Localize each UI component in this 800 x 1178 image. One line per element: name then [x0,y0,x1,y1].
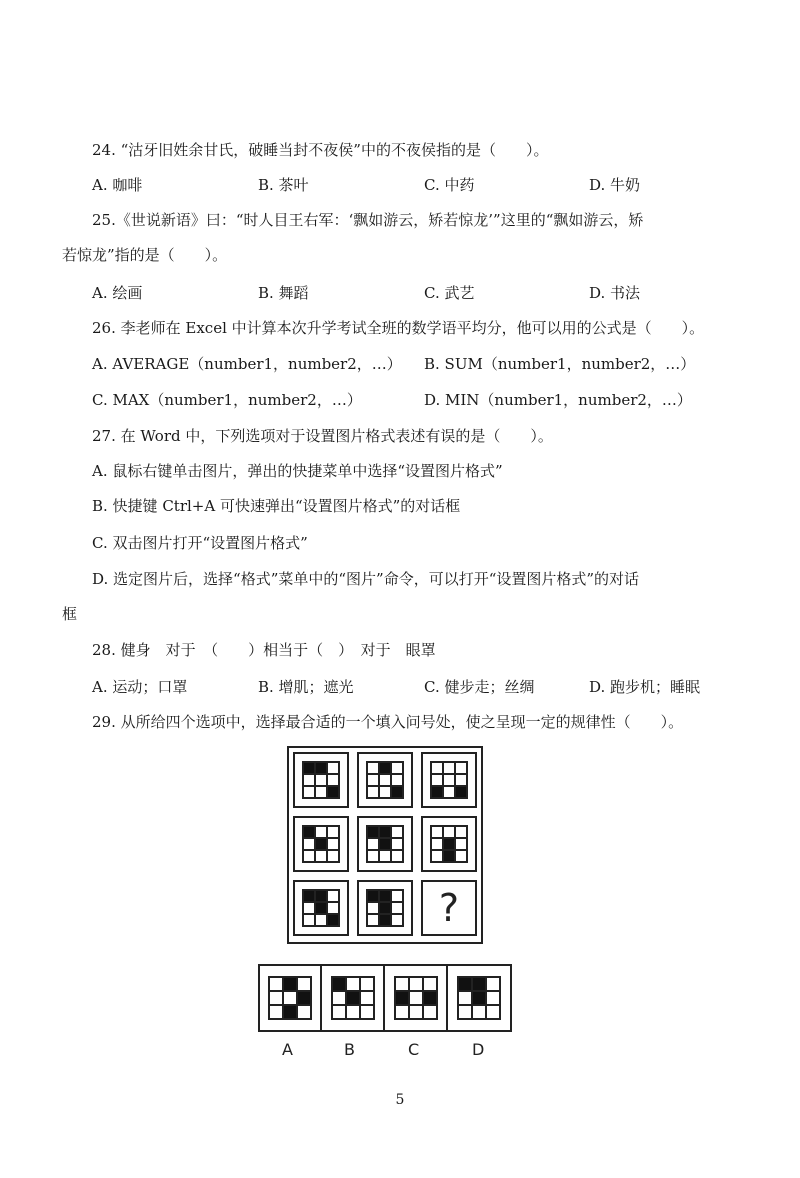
answer-grid [394,976,438,1020]
grid-square [303,902,315,914]
grid-square [409,1005,423,1019]
grid-square [455,774,467,786]
grid-square [303,914,315,926]
grid-square [269,991,283,1005]
grid-square [315,774,327,786]
answer-grid [457,976,501,1020]
grid-square [458,977,472,991]
puzzle-cell [421,816,477,872]
grid-square [455,850,467,862]
grid-square [455,762,467,774]
grid-square [327,774,339,786]
puzzle-grid [302,761,340,799]
grid-square [391,902,403,914]
grid-square [443,826,455,838]
q24-stem: 24. “沽牙旧姓余甘氏，破睡当封不夜侯”中的不夜侯指的是（ ）。 [92,141,549,159]
q26-stem: 26. 李老师在 Excel 中计算本次升学考试全班的数学语平均分，他可以用的公式是（ ）。 [92,319,705,337]
grid-square [423,991,437,1005]
grid-square [431,850,443,862]
grid-square [458,991,472,1005]
grid-square [367,838,379,850]
grid-square [443,838,455,850]
answer-grid [268,976,312,1020]
q24-option-c: C. 中药 [424,176,475,194]
grid-square [486,1005,500,1019]
grid-square [379,774,391,786]
grid-square [315,826,327,838]
grid-square [367,826,379,838]
puzzle-cell [421,752,477,808]
q27-option-d-line1: D. 选定图片后，选择“格式”菜单中的“图片”命令，可以打开“设置图片格式”的对话 [92,570,640,588]
q25-option-d: D. 书法 [589,284,641,302]
q25-option-c: C. 武艺 [424,284,475,302]
grid-square [346,1005,360,1019]
grid-square [327,762,339,774]
grid-square [443,774,455,786]
q26-option-a: A. AVERAGE（number1，number2，…） [92,355,402,373]
q28-stem: 28. 健身 对于 （ ）相当于（ ） 对于 眼罩 [92,641,436,659]
grid-square [360,977,374,991]
puzzle-cell [293,880,349,936]
q28-option-c: C. 健步走；丝绸 [424,678,535,696]
grid-square [346,991,360,1005]
grid-square [486,991,500,1005]
q25-option-a: A. 绘画 [92,284,143,302]
grid-square [315,838,327,850]
puzzle-grid [430,761,468,799]
grid-square [443,762,455,774]
puzzle-grid [302,825,340,863]
grid-square [391,838,403,850]
grid-square [367,890,379,902]
q25-stem-line1: 25.《世说新语》曰：“时人目王右军：‘飘如游云，矫若惊龙’”这里的“飘如游云，矫 [92,211,644,229]
q27-option-a: A. 鼠标右键单击图片，弹出的快捷菜单中选择“设置图片格式” [92,462,503,480]
grid-square [431,838,443,850]
option-label-b: B [344,1040,355,1059]
q24-option-b: B. 茶叶 [258,176,309,194]
q25-option-b: B. 舞蹈 [258,284,309,302]
grid-square [472,977,486,991]
q24-option-a: A. 咖啡 [92,176,143,194]
grid-square [379,850,391,862]
q29-stem: 29. 从所给四个选项中，选择最合适的一个填入问号处，使之呈现一定的规律性（ ）。 [92,713,684,731]
puzzle-cell [293,816,349,872]
option-label-d: D [472,1040,485,1059]
grid-square [327,786,339,798]
q27-option-b: B. 快捷键 Ctrl+A 可快速弹出“设置图片格式”的对话框 [92,497,461,515]
q25-stem-line2: 若惊龙”指的是（ ）。 [62,246,228,264]
grid-square [269,1005,283,1019]
grid-square [443,850,455,862]
grid-square [391,914,403,926]
grid-square [303,762,315,774]
puzzle-grid [302,889,340,927]
grid-square [327,890,339,902]
grid-square [423,977,437,991]
q28-option-a: A. 运动；口罩 [92,678,188,696]
q28-option-b: B. 增肌；遮光 [258,678,354,696]
answer-options-strip [258,964,512,1032]
grid-square [367,850,379,862]
grid-square [395,1005,409,1019]
q26-option-c: C. MAX（number1，number2，…） [92,391,362,409]
puzzle-grid [366,889,404,927]
grid-square [327,850,339,862]
answer-option-b [323,966,385,1030]
grid-square [409,977,423,991]
grid-square [327,902,339,914]
pattern-puzzle [287,746,483,944]
grid-square [283,991,297,1005]
answer-grid [331,976,375,1020]
grid-square [332,1005,346,1019]
grid-square [367,902,379,914]
grid-square [395,991,409,1005]
grid-square [315,902,327,914]
grid-square [303,890,315,902]
grid-square [379,890,391,902]
grid-square [327,826,339,838]
grid-square [367,786,379,798]
q24-option-d: D. 牛奶 [589,176,641,194]
grid-square [303,786,315,798]
grid-square [315,850,327,862]
grid-square [297,1005,311,1019]
q27-stem: 27. 在 Word 中，下列选项对于设置图片格式表述有误的是（ ）。 [92,427,553,445]
grid-square [367,914,379,926]
grid-square [346,977,360,991]
grid-square [395,977,409,991]
q28-option-d: D. 跑步机；睡眠 [589,678,701,696]
grid-square [360,1005,374,1019]
option-label-a: A [282,1040,293,1059]
option-label-c: C [408,1040,420,1059]
grid-square [391,826,403,838]
answer-option-a [260,966,322,1030]
grid-square [458,1005,472,1019]
grid-square [391,786,403,798]
grid-square [297,991,311,1005]
q26-option-d: D. MIN（number1，number2，…） [424,391,692,409]
grid-square [297,977,311,991]
grid-square [303,774,315,786]
grid-square [409,991,423,1005]
grid-square [303,826,315,838]
puzzle-cell [357,880,413,936]
grid-square [332,977,346,991]
puzzle-cell [293,752,349,808]
grid-square [379,902,391,914]
puzzle-cell [357,816,413,872]
grid-square [332,991,346,1005]
grid-square [360,991,374,1005]
q26-option-b: B. SUM（number1，number2，…） [424,355,696,373]
grid-square [367,774,379,786]
grid-square [431,786,443,798]
grid-square [431,774,443,786]
grid-square [315,762,327,774]
puzzle-grid [366,761,404,799]
puzzle-question-cell [421,880,477,936]
q27-option-d-line2: 框 [62,605,78,623]
grid-square [379,914,391,926]
grid-square [379,838,391,850]
grid-square [303,850,315,862]
grid-square [431,826,443,838]
grid-square [315,786,327,798]
grid-square [379,786,391,798]
page-number: 5 [395,1092,405,1108]
grid-square [455,838,467,850]
grid-square [443,786,455,798]
grid-square [283,1005,297,1019]
grid-square [391,762,403,774]
grid-square [315,914,327,926]
grid-square [379,762,391,774]
grid-square [379,826,391,838]
grid-square [431,762,443,774]
grid-square [455,786,467,798]
grid-square [486,977,500,991]
grid-square [269,977,283,991]
answer-option-c [386,966,448,1030]
answer-option-d [449,966,511,1030]
puzzle-grid [366,825,404,863]
question-mark: ? [438,886,460,930]
grid-square [283,977,297,991]
grid-square [455,826,467,838]
grid-square [423,1005,437,1019]
grid-square [472,991,486,1005]
puzzle-grid [430,825,468,863]
grid-square [315,890,327,902]
puzzle-cell [357,752,413,808]
grid-square [391,890,403,902]
grid-square [327,914,339,926]
q27-option-c: C. 双击图片打开“设置图片格式” [92,534,308,552]
grid-square [367,762,379,774]
grid-square [391,850,403,862]
grid-square [472,1005,486,1019]
grid-square [303,838,315,850]
grid-square [391,774,403,786]
grid-square [327,838,339,850]
